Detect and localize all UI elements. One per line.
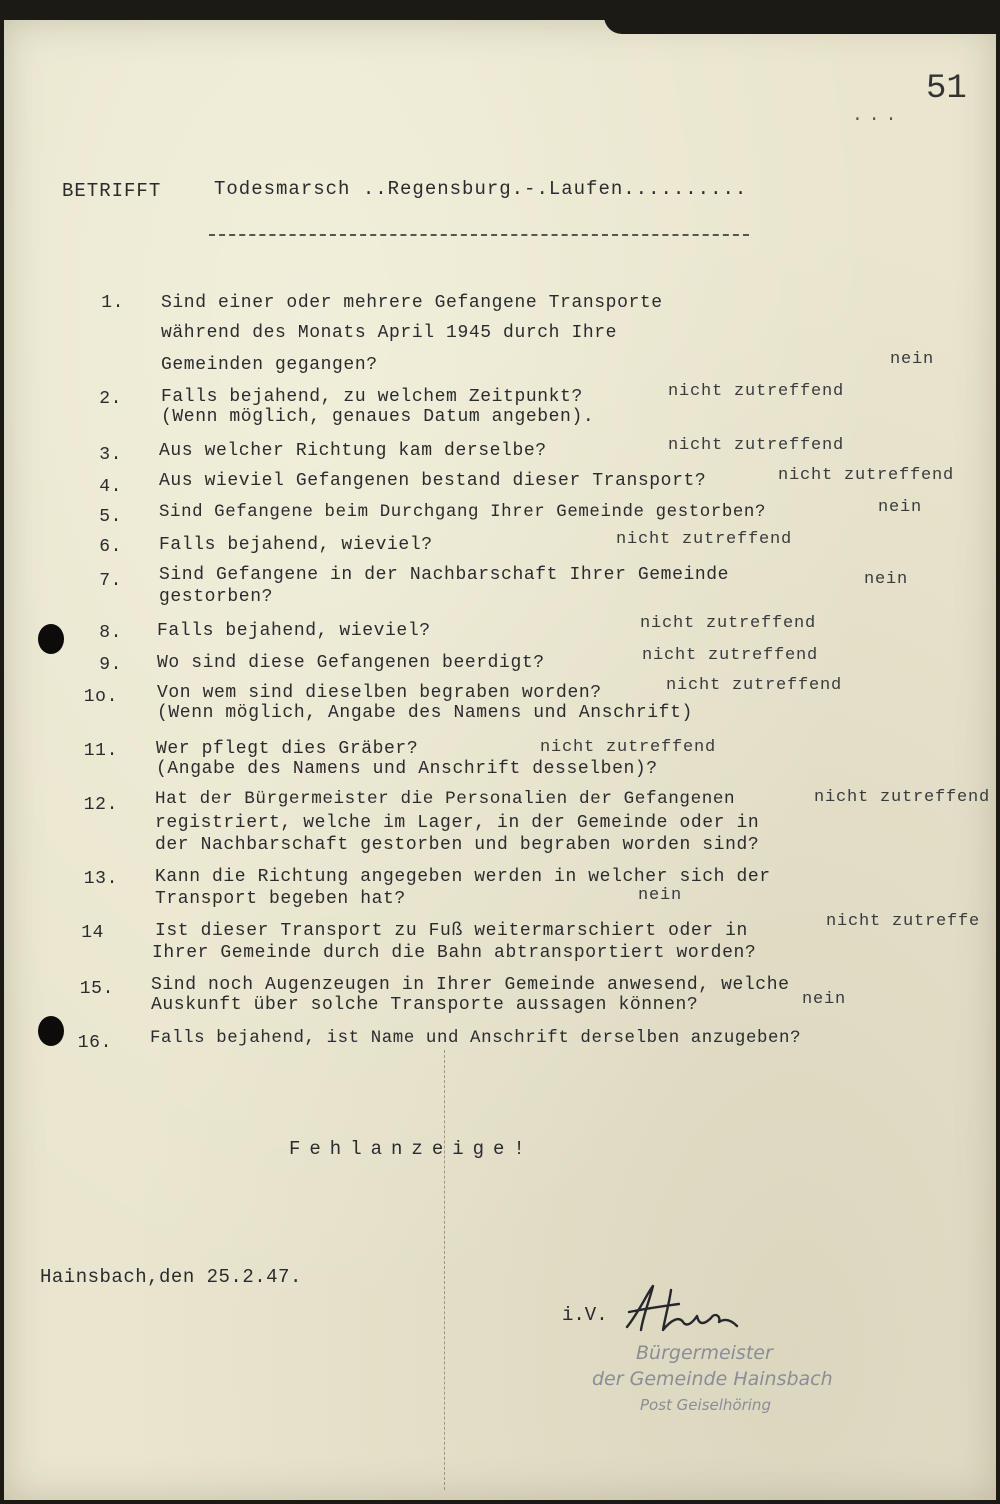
question-number: 16. [77,1033,112,1053]
question-text: (Angabe des Namens und Anschrift desselben)? [156,759,658,779]
question-text: gestorben? [159,587,274,607]
on-behalf-label: i.V. [562,1304,608,1326]
question-text: Sind einer oder mehrere Gefangene Transporte [161,293,663,313]
question-number: 2. [99,389,122,409]
answer: nicht zutreffend [640,614,817,633]
question-text: Aus wieviel Gefangenen bestand dieser Transport? [159,471,707,491]
question-text: der Nachbarschaft gestorben und begraben worden sind? [155,835,760,855]
question-text: Sind Gefangene in der Nachbarschaft Ihrer Gemeinde [159,565,730,585]
question-text: Falls bejahend, zu welchem Zeitpunkt? [161,387,583,407]
question-text: (Wenn möglich, genaues Datum angeben). [161,407,595,427]
question-text: (Wenn möglich, Angabe des Namens und Anschrift) [157,703,693,723]
subject-label: BETRIFFT [62,180,162,202]
question-text: Ihrer Gemeinde durch die Bahn abtransportiert worden? [152,943,757,963]
question-number: 9. [99,655,122,675]
page-number-dots: ... [852,106,903,126]
question-text: Transport begeben hat? [155,889,406,909]
fehlanzeige-note: Fehlanzeige! [289,1138,534,1160]
question-number: 12. [83,795,118,815]
question-text: Falls bejahend, wieviel? [159,535,433,555]
question-text: registriert, welche im Lager, in der Gemeinde oder in [155,813,760,833]
handwritten-signature [619,1282,749,1342]
question-number: 14 [81,923,104,943]
question-text: Hat der Bürgermeister die Personalien der Gefangenen [155,789,736,809]
answer: nein [890,350,935,369]
answer: nicht zutreffend [668,436,845,455]
question-text: Falls bejahend, ist Name und Anschrift derselben anzugeben? [150,1029,802,1048]
question-text: Kann die Richtung angegeben werden in welcher sich der [155,867,771,887]
question-number: 13. [83,869,118,889]
question-number: 11. [83,741,118,761]
question-number: 1o. [83,687,118,707]
answer: nicht zutreffend [814,788,991,807]
answer: nicht zutreffend [540,738,717,757]
question-text: Von wem sind dieselben begraben worden? [157,683,602,703]
place-and-date: Hainsbach,den 25.2.47. [40,1266,302,1288]
stamp-line-title: Bürgermeister [636,1342,773,1364]
answer: nein [802,990,847,1009]
question-number: 4. [99,477,122,497]
question-text: Sind noch Augenzeugen in Ihrer Gemeinde anwesend, welche [151,975,790,995]
document-sheet [4,20,996,1500]
answer: nicht zutreffend [642,646,819,665]
question-number: 15. [79,979,114,999]
answer: nicht zutreffe [826,912,981,931]
question-number: 6. [99,537,122,557]
answer: nicht zutreffend [668,382,845,401]
stamp-line-post: Post Geiselhöring [640,1396,771,1414]
question-number: 5. [99,507,122,527]
answer: nicht zutreffend [778,466,955,485]
punch-hole [38,624,64,654]
question-text: Aus welcher Richtung kam derselbe? [159,441,547,461]
question-text: während des Monats April 1945 durch Ihre [161,323,618,343]
stamp-line-municipality: der Gemeinde Hainsbach [592,1368,833,1390]
question-text: Ist dieser Transport zu Fuß weitermarschiert oder in [155,921,748,941]
page-number: 51 [926,70,967,108]
question-number: 3. [99,445,122,465]
subject-line: Todesmarsch ..Regensburg.-.Laufen.......... [214,178,748,200]
question-number: 7. [99,571,122,591]
question-text: Auskunft über solche Transporte aussagen können? [151,995,699,1015]
answer: nicht zutreffend [666,676,843,695]
fold-crease [444,1050,445,1490]
question-text: Falls bejahend, wieviel? [157,621,431,641]
answer: nicht zutreffend [616,530,793,549]
question-number: 1. [101,293,124,313]
question-text: Sind Gefangene beim Durchgang Ihrer Gemeinde gestorben? [159,503,766,522]
punch-hole [38,1016,64,1046]
question-text: Gemeinden gegangen? [161,355,378,375]
answer: nein [864,570,909,589]
answer: nein [878,498,923,517]
question-text: Wer pflegt dies Gräber? [156,739,419,759]
question-text: Wo sind diese Gefangenen beerdigt? [157,653,545,673]
answer: nein [638,886,683,905]
question-number: 8. [99,623,122,643]
torn-edge [604,16,996,34]
subject-underline [209,234,749,236]
